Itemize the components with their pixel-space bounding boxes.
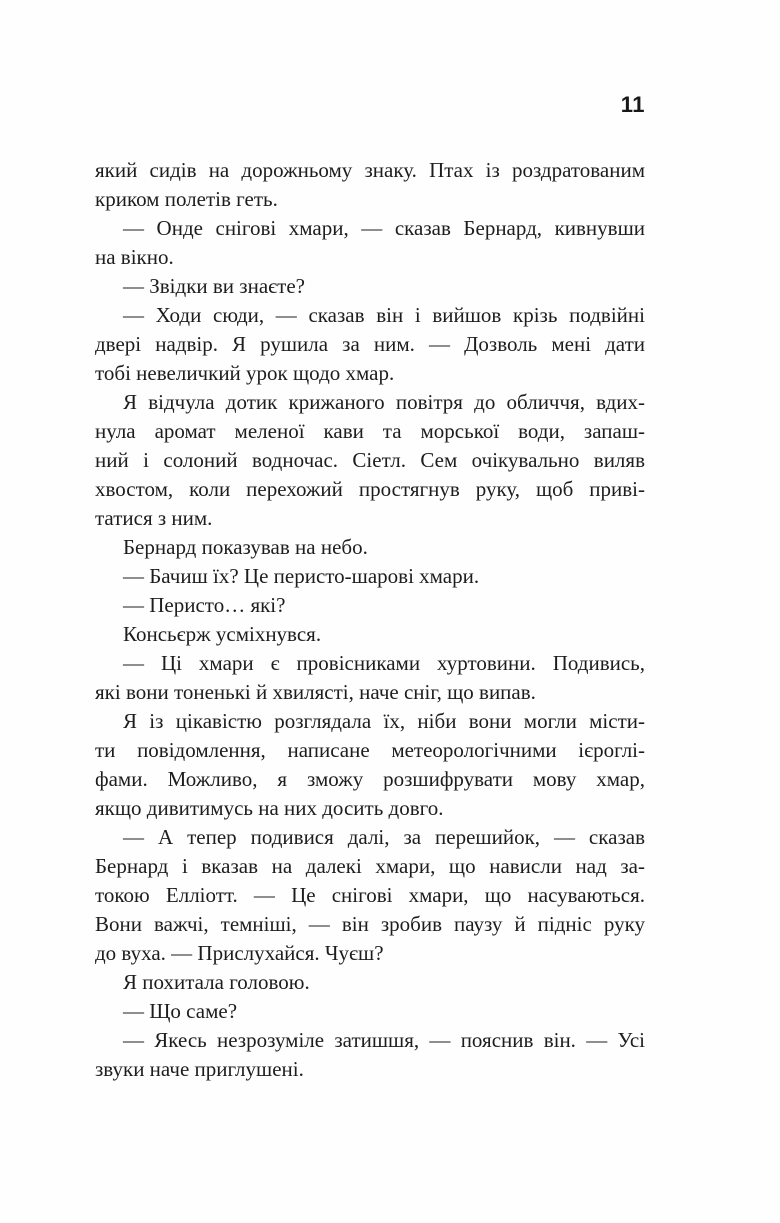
text-line: Я із цікавістю розглядала їх, ніби вони могли місти- [123, 709, 645, 733]
text-line: — А тепер подивися далі, за перешийок, — сказав [123, 825, 645, 849]
paragraph [95, 620, 645, 649]
text-line: — Онде снігові хмари, — сказав Бернард, кивнувши [123, 216, 645, 240]
text-line: до вуха. — Прислухайся. Чуєш? [95, 941, 384, 965]
paragraph [95, 156, 645, 214]
text-line: тобі невеличкий урок щодо хмар. [95, 361, 395, 385]
text-line: Я похитала головою. [123, 970, 310, 994]
paragraph [95, 591, 645, 620]
paragraph [95, 823, 645, 968]
paragraph [95, 214, 645, 272]
text-line: токою Елліотт. — Це снігові хмари, що насуваються. [95, 883, 645, 907]
text-line: хвостом, коли перехожий простягнув руку, щоб приві- [95, 477, 645, 501]
text-line: нула аромат меленої кави та морської води, запаш- [95, 419, 645, 443]
text-line: Вони важчі, темніші, — він зробив паузу й підніс руку [95, 912, 645, 936]
text-line: — Перисто… які? [123, 593, 286, 617]
text-line: криком полетів геть. [95, 187, 278, 211]
text-line: Бернард показував на небо. [123, 535, 368, 559]
paragraph [95, 388, 645, 533]
paragraph [95, 272, 645, 301]
text-line: татися з ним. [95, 506, 213, 530]
paragraph [95, 649, 645, 707]
text-line: ти повідомлення, написане метеорологічними ієроглі- [95, 738, 645, 762]
paragraph [95, 1026, 645, 1084]
page-number: 11 [620, 92, 645, 117]
text-line: якщо дивитимусь на них досить довго. [95, 796, 444, 820]
text-line: які вони тоненькі й хвилясті, наче сніг, що випав. [95, 680, 536, 704]
text-line: Консьєрж усміхнувся. [123, 622, 322, 646]
text-line: — Що саме? [123, 999, 238, 1023]
text-line: який сидів на дорожньому знаку. Птах із роздратованим [95, 158, 645, 182]
text-line: — Ці хмари є провісниками хуртовини. Подивись, [123, 651, 645, 675]
text-line: Бернард і вказав на далекі хмари, що нависли над за- [95, 854, 645, 878]
paragraph [95, 997, 645, 1026]
text-line: Я відчула дотик крижаного повітря до обличчя, вдих- [123, 390, 645, 414]
text-line: — Ходи сюди, — сказав він і вийшов крізь подвійні [123, 303, 645, 327]
text-line: на вікно. [95, 245, 174, 269]
text-line: — Бачиш їх? Це перисто-шарові хмари. [123, 564, 480, 588]
text-line: двері надвір. Я рушила за ним. — Дозволь мені дати [95, 332, 645, 356]
page-text [95, 156, 645, 1084]
text-line: — Якесь незрозуміле затишшя, — пояснив він. — Усі [123, 1028, 645, 1052]
text-line: звуки наче приглушені. [95, 1057, 304, 1081]
text-line: — Звідки ви знаєте? [123, 274, 305, 298]
paragraph [95, 301, 645, 388]
paragraph [95, 707, 645, 823]
paragraph [95, 562, 645, 591]
paragraph [95, 968, 645, 997]
text-line: ний і солоний водночас. Сіетл. Сем очікувально виляв [95, 448, 645, 472]
paragraph [95, 533, 645, 562]
text-line: фами. Можливо, я зможу розшифрувати мову хмар, [95, 767, 645, 791]
